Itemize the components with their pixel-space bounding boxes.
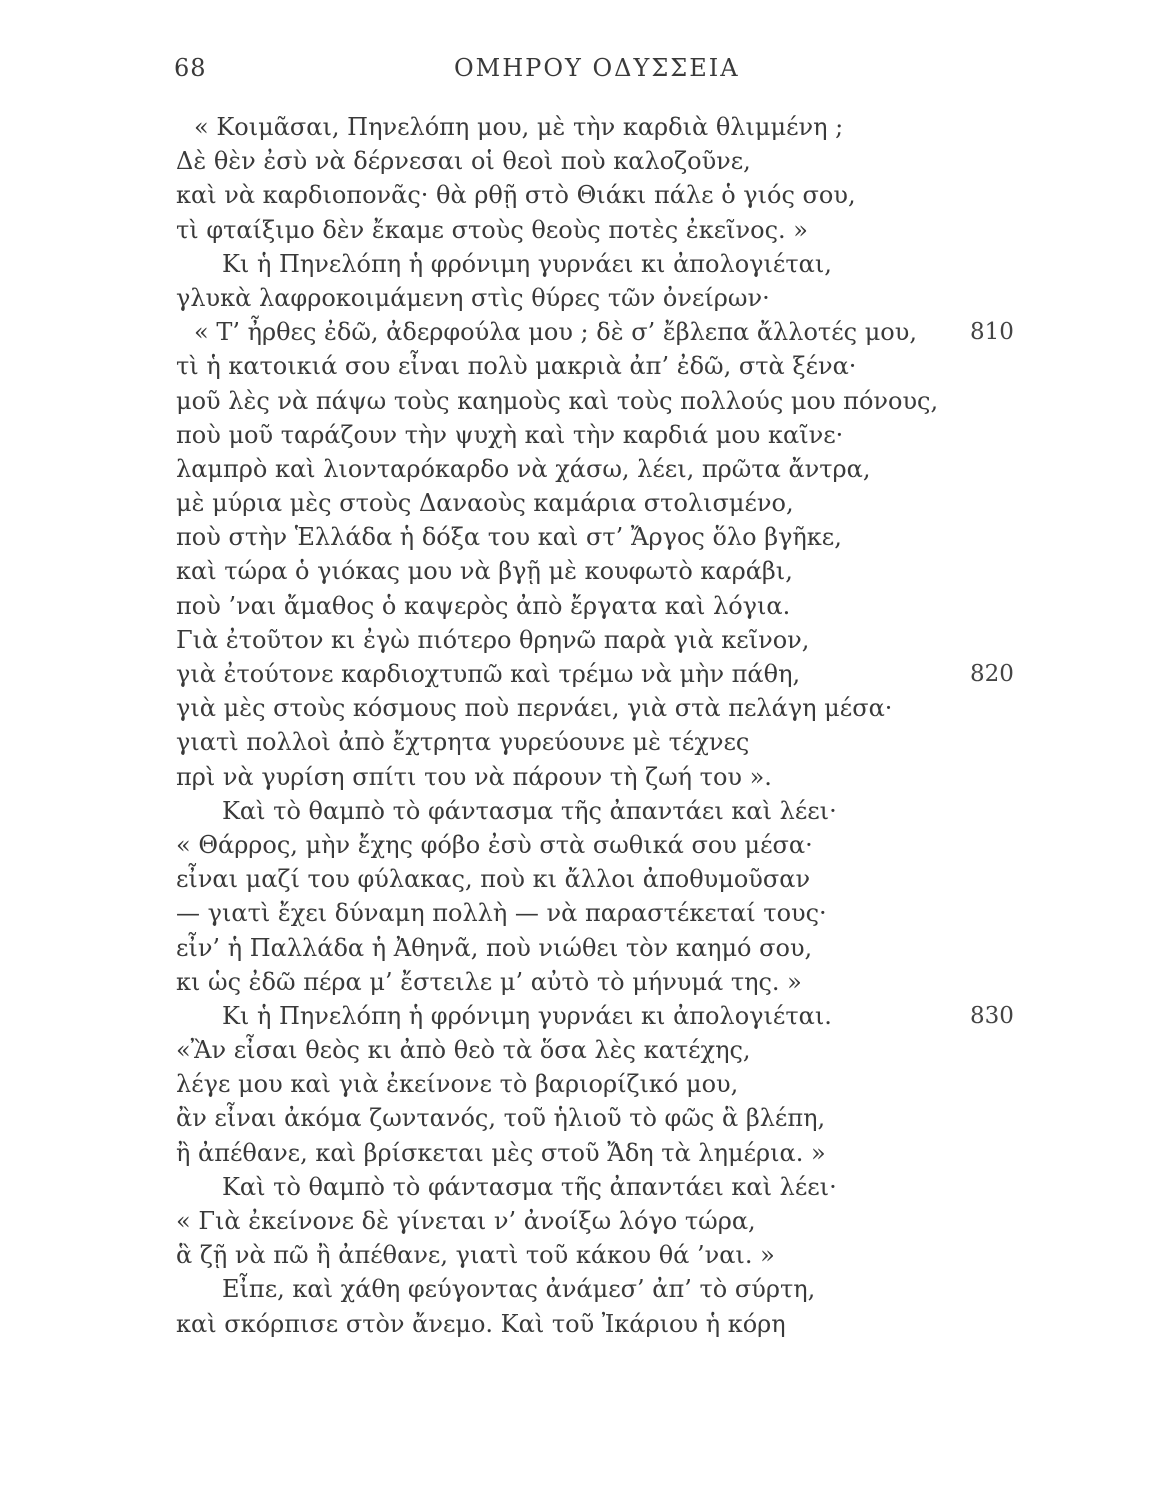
- verse-line: [176, 862, 916, 896]
- verse-text: ποὺ μοῦ ταράζουν τὴν ψυχὴ καὶ τὴν καρδιά μου καῖνε·: [176, 420, 844, 449]
- line-number: 830: [970, 1002, 1014, 1029]
- verse-line: [176, 896, 916, 930]
- verse-block: [176, 110, 1014, 1341]
- verse-text: καὶ τώρα ὁ γιόκας μου νὰ βγῇ μὲ κουφωτὸ καράβι,: [176, 557, 793, 586]
- verse-text: Κι ἡ Πηνελόπη ἡ φρόνιμη γυρνάει κι ἀπολογιέται.: [222, 1001, 832, 1030]
- verse-text: «Ἂν εἶσαι θεὸς κι ἀπὸ θεὸ τὰ ὅσα λὲς κατέχης,: [176, 1036, 751, 1065]
- verse-text: γιὰ μὲς στοὺς κόσμους ποὺ περνάει, γιὰ στὰ πελάγη μέσα·: [176, 694, 893, 723]
- verse-line: [176, 794, 916, 828]
- verse-text: λαμπρὸ καὶ λιονταρόκαρδο νὰ χάσω, λέει, πρῶτα ἄντρα,: [176, 454, 871, 483]
- verse-line: [176, 760, 916, 794]
- verse-line: [176, 110, 916, 144]
- verse-line: [176, 213, 916, 247]
- verse-text: τὶ φταίξιμο δὲν ἔκαμε στοὺς θεοὺς ποτὲς ἐκεῖνος. »: [176, 215, 808, 244]
- verse-line: [176, 178, 916, 212]
- verse-text: ποὺ στὴν Ἑλλάδα ἡ δόξα του καὶ στ’ Ἄργος ὅλο βγῆκε,: [176, 523, 842, 552]
- verse-text: γιὰ ἐτούτονε καρδιοχτυπῶ καὶ τρέμω νὰ μὴν πάθη,: [176, 660, 801, 688]
- verse-text: ἂν εἶναι ἀκόμα ζωντανός, τοῦ ἡλιοῦ τὸ φῶς ἃ βλέπη,: [176, 1104, 826, 1133]
- verse-text: Γιὰ ἐτοῦτον κι ἐγὼ πιότερο θρηνῶ παρὰ γιὰ κεῖνον,: [176, 625, 810, 654]
- verse-line: [176, 1204, 916, 1238]
- verse-line: [176, 554, 916, 588]
- verse-text: μὲ μύρια μὲς στοὺς Δαναοὺς καμάρια στολισμένο,: [176, 489, 794, 518]
- verse-text: εἶναι μαζί του φύλακας, ποὺ κι ἄλλοι ἀποθυμοῦσαν: [176, 865, 811, 894]
- verse-line: [176, 931, 916, 965]
- verse-text: Καὶ τὸ θαμπὸ τὸ φάντασμα τῆς ἀπαντάει καὶ λέει·: [222, 796, 837, 825]
- verse-text: καὶ νὰ καρδιοπονᾶς· θὰ ρθῇ στὸ Θιάκι πάλε ὁ γιός σου,: [176, 181, 856, 210]
- verse-line: [176, 452, 916, 486]
- verse-text: Καὶ τὸ θαμπὸ τὸ φάντασμα τῆς ἀπαντάει καὶ λέει·: [222, 1172, 837, 1201]
- verse-line: [176, 691, 916, 725]
- verse-line: [176, 315, 1014, 349]
- verse-line: [176, 349, 916, 383]
- verse-line: [176, 1136, 916, 1170]
- verse-line: [176, 623, 916, 657]
- verse-line: [176, 1067, 916, 1101]
- verse-line: [176, 1307, 916, 1341]
- verse-text: ποὺ ’ναι ἄμαθος ὁ καψερὸς ἀπὸ ἔργατα καὶ λόγια.: [176, 591, 791, 620]
- verse-text: τὶ ἡ κατοικιά σου εἶναι πολὺ μακριὰ ἀπ’ ἐδῶ, στὰ ξένα·: [176, 352, 857, 381]
- verse-text: « Τ’ ἦρθες ἐδῶ, ἀδερφούλα μου ; δὲ σ’ ἔβλεπα ἄλλοτές μου,: [194, 318, 917, 347]
- verse-line: [176, 999, 1014, 1033]
- verse-text: « Γιὰ ἐκείνονε δὲ γίνεται ν’ ἀνοίξω λόγο τώρα,: [176, 1207, 756, 1235]
- verse-line: [176, 486, 916, 520]
- verse-text: « Θάρρος, μὴν ἔχης φόβο ἐσὺ στὰ σωθικά σου μέσα·: [176, 830, 813, 859]
- verse-line: [176, 725, 916, 759]
- running-title: ΟΜΗΡΟΥ ΟΔΥΣΣΕΙΑ: [454, 54, 740, 82]
- line-number: 810: [970, 319, 1014, 346]
- verse-text: Εἶπε, καὶ χάθη φεύγοντας ἀνάμεσ’ ἀπ’ τὸ σύρτη,: [222, 1275, 816, 1304]
- verse-line: [176, 1170, 916, 1204]
- verse-line: [176, 520, 916, 554]
- verse-line: [176, 281, 916, 315]
- verse-line: [176, 144, 916, 178]
- verse-line: [176, 384, 939, 418]
- line-number: 820: [970, 661, 1014, 687]
- verse-line: [176, 828, 916, 862]
- verse-text: μοῦ λὲς νὰ πάψω τοὺς καημοὺς καὶ τοὺς πολλούς μου πόνους,: [176, 386, 939, 415]
- page-number: 68: [174, 54, 207, 82]
- verse-line: [176, 247, 916, 281]
- verse-line: [176, 418, 916, 452]
- verse-line: [176, 1033, 916, 1067]
- verse-text: ἢ ἀπέθανε, καὶ βρίσκεται μὲς στοῦ Ἄδη τὰ λημέρια. »: [176, 1138, 826, 1167]
- verse-line: [176, 1238, 916, 1272]
- verse-text: γιατὶ πολλοὶ ἀπὸ ἔχτρητα γυρεύουνε μὲ τέχνες: [176, 728, 750, 757]
- verse-text: γλυκὰ λαφροκοιμάμενη στὶς θύρες τῶν ὀνείρων·: [176, 283, 770, 312]
- verse-text: — γιατὶ ἔχει δύναμη πολλὴ — νὰ παραστέκεταί τους·: [176, 899, 827, 928]
- verse-text: λέγε μου καὶ γιὰ ἐκείνονε τὸ βαριορίζικό μου,: [176, 1070, 739, 1099]
- verse-text: « Κοιμᾶσαι, Πηνελόπη μου, μὲ τὴν καρδιὰ θλιμμένη ;: [194, 113, 844, 141]
- verse-line: [176, 1101, 916, 1135]
- verse-text: κι ὡς ἐδῶ πέρα μ’ ἔστειλε μ’ αὐτὸ τὸ μήνυμά της. »: [176, 967, 802, 996]
- verse-text: ἃ ζῇ νὰ πῶ ἢ ἀπέθανε, γιατὶ τοῦ κάκου θά ’ναι. »: [176, 1241, 775, 1270]
- verse-text: πρὶ νὰ γυρίση σπίτι του νὰ πάρουν τὴ ζωή του ».: [176, 762, 772, 791]
- verse-text: εἶν’ ἡ Παλλάδα ἡ Ἀθηνᾶ, ποὺ νιώθει τὸν καημό σου,: [176, 933, 813, 962]
- verse-line: [176, 1272, 916, 1306]
- verse-line: [176, 657, 1014, 691]
- verse-text: Κι ἡ Πηνελόπη ἡ φρόνιμη γυρνάει κι ἀπολογιέται,: [222, 249, 832, 278]
- verse-line: [176, 965, 916, 999]
- verse-text: καὶ σκόρπισε στὸν ἄνεμο. Καὶ τοῦ Ἰκάριου ἡ κόρη: [176, 1309, 786, 1338]
- verse-text: Δὲ θὲν ἐσὺ νὰ δέρνεσαι οἱ θεοὶ ποὺ καλοζοῦνε,: [176, 147, 751, 176]
- verse-line: [176, 589, 916, 623]
